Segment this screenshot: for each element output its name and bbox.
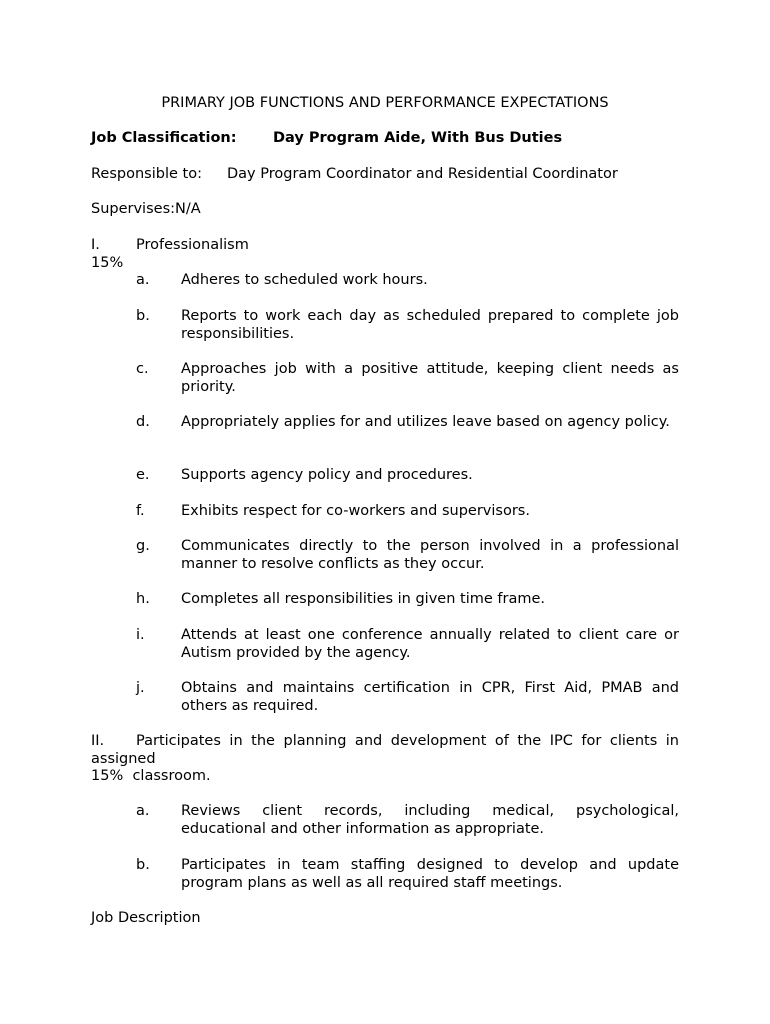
- list-item: [136, 537, 679, 573]
- list-item: [136, 307, 679, 343]
- item-text: Adheres to scheduled work hours.: [181, 272, 428, 288]
- list-item: [136, 466, 679, 484]
- section-percent-line: [91, 767, 211, 785]
- item-letter: d.: [136, 414, 150, 430]
- item-text: Completes all responsibilities in given time frame.: [181, 591, 545, 607]
- item-text: Attends at least one conference annually related to client care or Autism provided by the agency.: [181, 627, 679, 661]
- item-text: Appropriately applies for and utilizes leave based on agency policy.: [181, 414, 670, 430]
- section-title: Participates in the planning and development of the IPC for clients in assigned: [91, 733, 679, 767]
- list-item: [136, 413, 679, 431]
- job-classification-label: Job Classification:: [91, 130, 237, 146]
- item-letter: i.: [136, 627, 145, 643]
- item-text: Approaches job with a positive attitude, keeping client needs as priority.: [181, 361, 679, 395]
- item-text: Exhibits respect for co-workers and supervisors.: [181, 503, 530, 519]
- item-letter: e.: [136, 467, 150, 483]
- item-text: Reviews client records, including medical, psychological, educational and other information as appropriate.: [181, 803, 679, 837]
- section-number: II.: [91, 733, 105, 749]
- item-letter: j.: [136, 680, 145, 696]
- item-letter: c.: [136, 361, 149, 377]
- list-item: [136, 626, 679, 662]
- section-heading: [91, 732, 679, 768]
- list-item: [136, 360, 679, 396]
- job-classification-value: Day Program Aide, With Bus Duties: [273, 130, 563, 146]
- item-letter: f.: [136, 503, 145, 519]
- item-letter: g.: [136, 538, 150, 554]
- section-percent: 15%: [91, 255, 124, 271]
- item-letter: a.: [136, 272, 150, 288]
- item-text: Supports agency policy and procedures.: [181, 467, 473, 483]
- list-item: [136, 502, 679, 520]
- list-item: [136, 802, 679, 838]
- section-number: I.: [91, 237, 100, 253]
- list-item: [136, 590, 679, 608]
- item-letter: b.: [136, 308, 150, 324]
- supervises-line: [91, 200, 201, 218]
- section-percent: 15%: [91, 768, 124, 784]
- item-letter: a.: [136, 803, 150, 819]
- item-text: Obtains and maintains certification in CPR, First Aid, PMAB and others as required.: [181, 680, 679, 714]
- document-title: PRIMARY JOB FUNCTIONS AND PERFORMANCE EXPECTATIONS: [161, 95, 609, 111]
- item-text: Participates in team staffing designed to develop and update program plans as well as all required staff meetings.: [181, 857, 679, 891]
- list-item: [136, 856, 679, 892]
- footer-label: Job Description: [91, 910, 201, 926]
- responsible-to-label: Responsible to:: [91, 166, 202, 182]
- item-letter: h.: [136, 591, 150, 607]
- supervises-label: Supervises:: [91, 201, 176, 217]
- list-item: [136, 679, 679, 715]
- list-item: [136, 271, 679, 289]
- item-letter: b.: [136, 857, 150, 873]
- supervises-value: N/A: [175, 201, 201, 217]
- section-title: Professionalism: [136, 237, 249, 253]
- section-title-continued: classroom.: [132, 768, 211, 784]
- responsible-to-value: Day Program Coordinator and Residential Coordinator: [227, 166, 618, 182]
- item-text: Reports to work each day as scheduled prepared to complete job responsibilities.: [181, 308, 679, 342]
- item-text: Communicates directly to the person involved in a professional manner to resolve conflicts as they occur.: [181, 538, 679, 572]
